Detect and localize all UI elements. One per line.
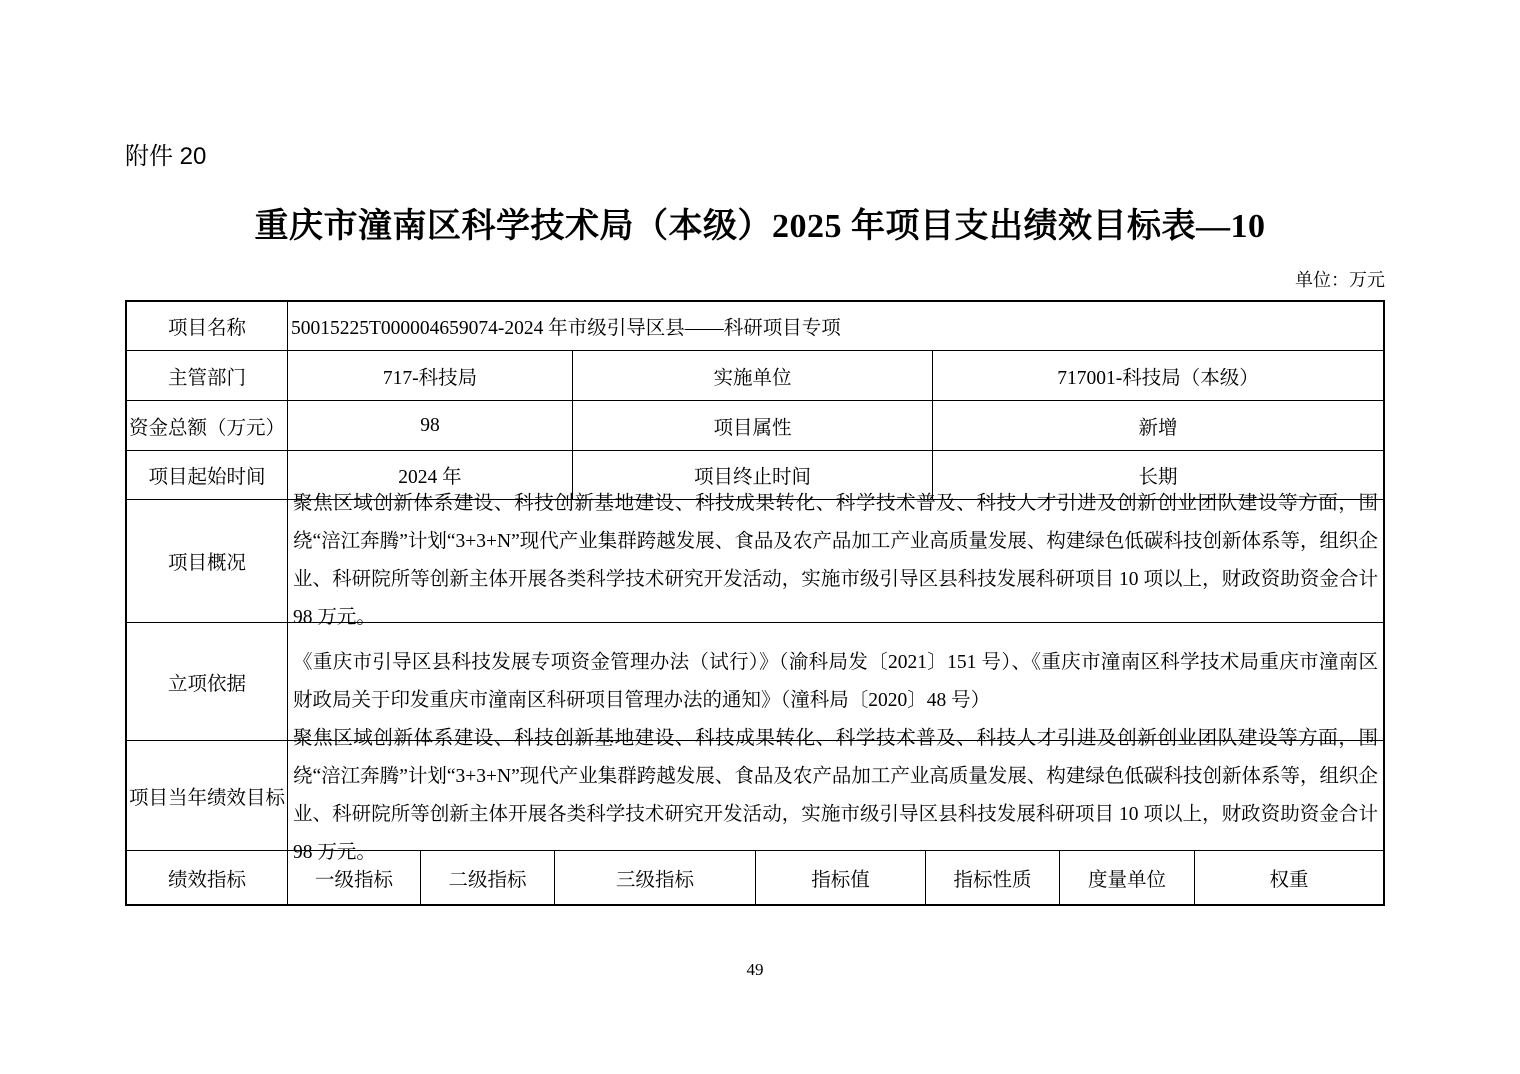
annual-target-text: 聚焦区域创新体系建设、科技创新基地建设、科技成果转化、科学技术普及、科技人才引进及创新创业团队建设等方面，围绕“涪江奔腾”计划“3+3+N”现代产业集群跨越发展、食品及农产品加工产业高质量发展、构建绿色低碳科技创新体系等，组织企业、科研院所等创新主体开展各类科学技术研究开发活动，实施市级引导区县科技发展科研项目 10 项以上，财政资助资金合计 98 万元。 (293, 727, 1378, 863)
table-row-indicator-header (127, 850, 1383, 904)
performance-target-table (125, 300, 1385, 906)
table-row-department (127, 350, 1383, 400)
annual-target-value (287, 727, 1383, 863)
table-row-project-name (127, 302, 1383, 350)
table-row-overview (127, 493, 1383, 628)
annual-target-label: 项目当年绩效目标 (128, 787, 285, 809)
project-attr-label: 项目属性 (572, 401, 932, 450)
project-attr-value: 新增 (932, 401, 1383, 450)
page-title: 重庆市潼南区科学技术局（本级）2025 年项目支出绩效目标表—10 (254, 208, 1266, 245)
overview-text: 聚焦区域创新体系建设、科技创新基地建设、科技成果转化、科学技术普及、科技人才引进及创新创业团队建设等方面，围绕“涪江奔腾”计划“3+3+N”现代产业集群跨越发展、食品及农产品加工产业高质量发展、构建绿色低碳科技创新体系等，组织企业、科研院所等创新主体开展各类科学技术研究开发活动，实施市级引导区县科技发展科研项目 10 项以上，财政资助资金合计 98 万元。 (293, 493, 1378, 628)
indicator-header-level1: 一级指标 (287, 851, 420, 904)
start-date-label: 项目起始时间 (148, 467, 266, 488)
project-name-value: 50015225T000004659074-2024 年市级引导区县——科研项目专项 (287, 302, 1383, 350)
funds-value: 98 (287, 401, 572, 450)
indicator-header-value: 指标值 (755, 851, 925, 904)
basis-text: 《重庆市引导区县科技发展专项资金管理办法（试行）》（渝科局发〔2021〕151 号）、《重庆市潼南区科学技术局重庆市潼南区财政局关于印发重庆市潼南区科研项目管理办法的通知》（潼科局〔2020〕48 号） (293, 651, 1378, 711)
indicator-header-nature: 指标性质 (925, 851, 1059, 904)
attachment-label: 附件 20 (125, 143, 207, 170)
end-date-label: 项目终止时间 (572, 451, 932, 499)
dept-value: 717-科技局 (287, 351, 572, 400)
end-date-value: 长期 (932, 451, 1383, 499)
indicator-header-level2: 二级指标 (420, 851, 554, 904)
project-name-label: 项目名称 (167, 318, 246, 339)
overview-label: 项目概况 (167, 553, 246, 574)
dept-label: 主管部门 (167, 367, 246, 389)
impl-unit-label: 实施单位 (572, 351, 932, 400)
impl-unit-value: 717001-科技局（本级） (932, 351, 1383, 400)
unit-note: 单位：万元 (1295, 270, 1385, 290)
start-date-value: 2024 年 (287, 451, 572, 499)
indicator-header-weight: 权重 (1194, 851, 1383, 904)
page-number: 49 (746, 960, 764, 979)
indicator-header-level3: 三级指标 (554, 851, 755, 904)
basis-label: 立项依据 (167, 673, 246, 695)
indicator-header-unit: 度量单位 (1059, 851, 1194, 904)
funds-label: 资金总额（万元） (128, 417, 285, 439)
table-row-annual-target (127, 727, 1383, 863)
indicator-header-perf: 绩效指标 (167, 869, 246, 891)
table-row-funds (127, 400, 1383, 450)
overview-value (287, 493, 1383, 628)
